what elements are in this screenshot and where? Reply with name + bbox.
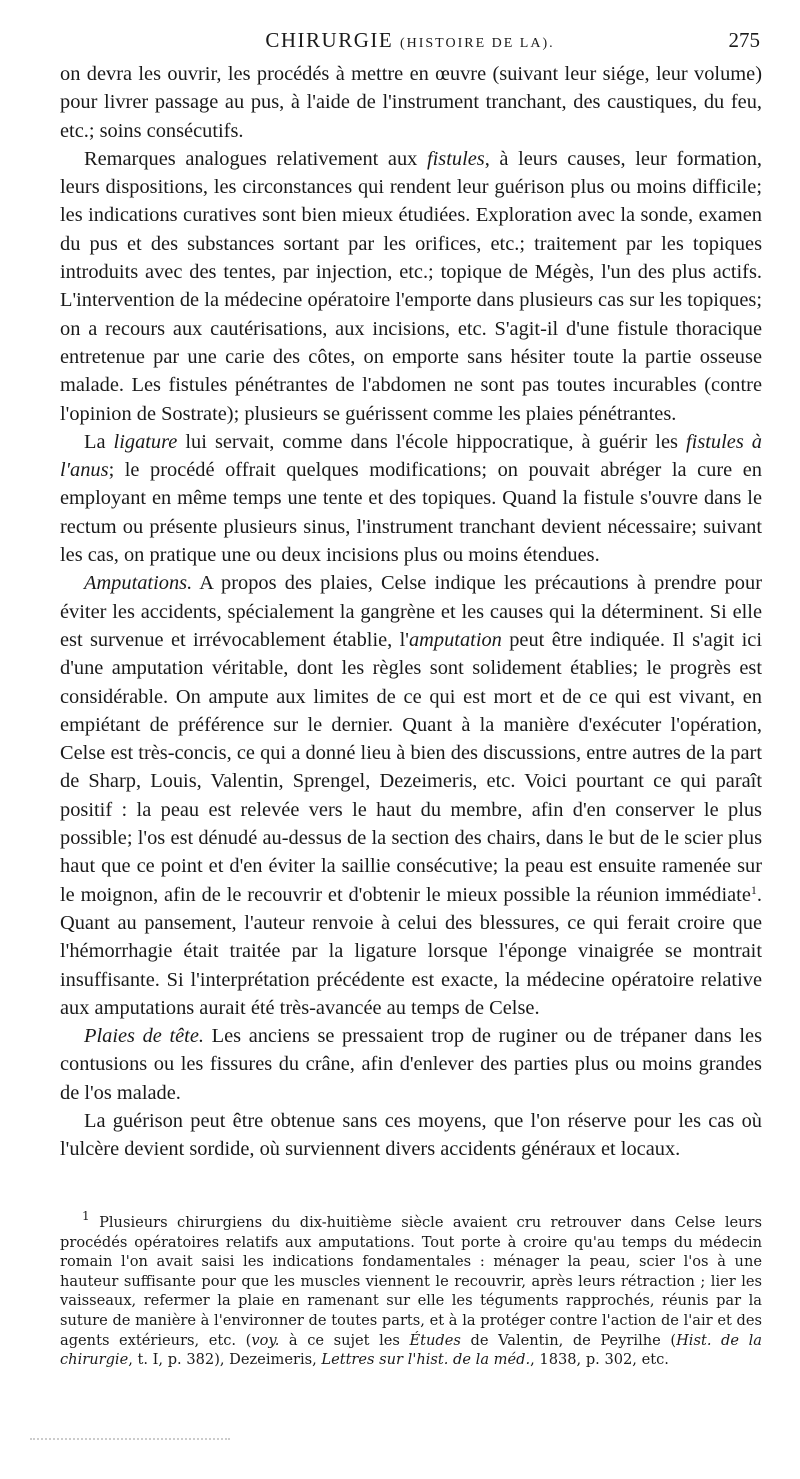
paragraph-text: Les anciens se pressaient trop de ruginer ou de trépaner dans les contusions ou les fissures du crâne, afin d'enlever des parties plus ou moins grandes de l'os malade. — [60, 1025, 763, 1104]
paragraph-ligature — [60, 428, 762, 569]
emphasis-fistules: fistules — [426, 147, 485, 170]
footnote-emphasis: Lettres sur l'hist. de la méd. — [321, 1351, 531, 1369]
paragraph-guerison — [60, 1107, 762, 1164]
paragraph-text: La guérison peut être obtenue sans ces moyens, que l'on réserve pour les cas où l'ulcère devient sordide, où surviennent divers accidents généraux et locaux. — [60, 1109, 762, 1161]
footnote-emphasis: voy. — [251, 1331, 280, 1349]
paragraph-text: A propos des plaies, Celse indique les précautions à prendre pour éviter les accidents, spécialement la gangrène et les causes qui la déterminent. Si elle est survenue et irrévocablement établie, l' — [60, 572, 762, 651]
emphasis-amputation: amputation — [408, 628, 502, 651]
footnote-reference[interactable]: 1 — [750, 882, 757, 897]
footnotes — [60, 1209, 762, 1370]
footnote-text: de Valentin, de Peyrilhe ( — [460, 1331, 677, 1349]
paragraph-fistules — [60, 145, 762, 428]
footnote-1 — [60, 1209, 762, 1370]
paragraph-abscess-continuation — [60, 60, 762, 145]
running-head — [60, 28, 760, 62]
running-title-main: CHIRURGIE — [265, 28, 394, 52]
footnote-text: à ce sujet les — [279, 1331, 410, 1349]
paragraph-text: ; le procédé offrait quelques modifications; on pouvait abréger la cure en employant en même temps une tente et des topiques. Quand la fistule s'ouvre dans le rectum ou présente plusieurs sinus, l'instrument tranchant devient nécessaire; suivant les cas, on pratique une ou deux incisions plus ou moins étendues. — [60, 459, 762, 567]
paragraph-text: , à leurs causes, leur formation, leurs dispositions, les circonstances qui rendent leur guérison plus ou moins difficile; les indications curatives sont bien mieux étudiées. Exploration avec la sonde, examen du pus et des substances sortant par les orifices, etc.; traitement par les topiques introduits avec des tentes, par injection, etc.; topique de Mégès, l'un des plus actifs. L'intervention de la médecine opératoire l'emporte dans plusieurs cas sur les topiques; on a recours aux cautérisations, aux incisions, etc. S'agit-il d'une fistule thoracique entretenue par une carie des côtes, on emporte sans hésiter toute la partie osseuse malade. Les fistules pénétrantes de l'abdomen ne sont pas toutes incurables (contre l'opinion de Sostrate); plusieurs se guérissent comme les plaies pénétrantes. — [60, 147, 762, 425]
paragraph-text: La — [84, 430, 114, 453]
footnote-emphasis: Hist. de la chirurgie — [60, 1331, 762, 1369]
paragraph-text: on devra les ouvrir, les procédés à mettre en œuvre (suivant leur siége, leur volume) pour livrer passage au pus, à l'aide de l'instrument tranchant, des caustiques, du feu, etc.; soins consécutifs. — [60, 63, 762, 142]
paragraph-text: . Quant au pansement, l'auteur renvoie à celui des blessures, ce qui ferait croire que l'hémorrhagie était traitée par la ligature lorsque l'éponge vinaigrée se montrait insuffisante. Si l'interprétation précédente est exacte, la médecine opératoire relative aux amputations aurait été très-avancée au temps de Celse. — [60, 883, 762, 1019]
body-text — [60, 60, 762, 1164]
footnote-text: , t. I, p. 382), Dezeimeris, — [128, 1351, 322, 1369]
scan-noise-divider — [30, 1438, 230, 1442]
page-number: 275 — [728, 28, 760, 52]
running-title — [60, 28, 760, 53]
paragraph-amputations — [60, 569, 762, 1022]
section-heading-amputations: Amputations. — [84, 572, 193, 595]
paragraph-plaies-de-tete — [60, 1022, 762, 1107]
footnote-text: Plusieurs chirurgiens du dix-huitième siècle avaient cru retrouver dans Celse leurs procédés opératoires relatifs aux amputations. Tout porte à croire qu'au temps du médecin romain l'on avait saisi les indications fondamentales : ménager la peau, scier l'os à une hauteur suffisante pour que les muscles viennent le recouvrir, après leurs rétraction ; lier les vaisseaux, refermer la plaie en ramenant sur elle les téguments rapprochés, réunis par la suture de manière à l'environner de toutes parts, et à la protéger contre l'action de l'air et des agents extérieurs, etc. ( — [60, 1214, 762, 1349]
section-heading-plaies-de-tete: Plaies de tête. — [84, 1025, 204, 1048]
footnote-text: , 1838, p. 302, etc. — [530, 1351, 669, 1369]
footnote-marker: 1 — [82, 1209, 90, 1223]
running-title-sub: (HISTOIRE DE LA). — [399, 36, 555, 51]
emphasis-ligature: ligature — [113, 430, 178, 453]
emphasis-fistules-anus: fistules à l'anus — [60, 430, 763, 482]
paragraph-text: lui servait, comme dans l'école hippocratique, à guérir les — [177, 430, 686, 453]
paragraph-text: Remarques analogues relativement aux — [84, 147, 427, 170]
paragraph-text: peut être indiquée. Il s'agit ici d'une amputation véritable, dont les règles sont solidement établies; le progrès est considérable. On ampute aux limites de ce qui est mort et de ce qui est vivant, en empiétant de préférence sur le dernier. Quant à la manière d'exécuter l'opération, Celse est très-concis, ce qui a donné lieu à bien des discussions, entre autres de la part de Sharp, Louis, Valentin, Sprengel, Dezeimeris, etc. Voici pourtant ce qui paraît positif : la peau est relevée vers le haut du membre, afin d'en conserver le plus possible; l'os est dénudé au-dessus de la section des chairs, dans le but de le scier plus haut que ce point et d'en éviter la saillie consécutive; la peau est ensuite ramenée sur le moignon, afin de le recouvrir et d'obtenir le mieux possible la réunion immédiate — [60, 628, 762, 906]
footnote-emphasis: Études — [409, 1331, 461, 1349]
